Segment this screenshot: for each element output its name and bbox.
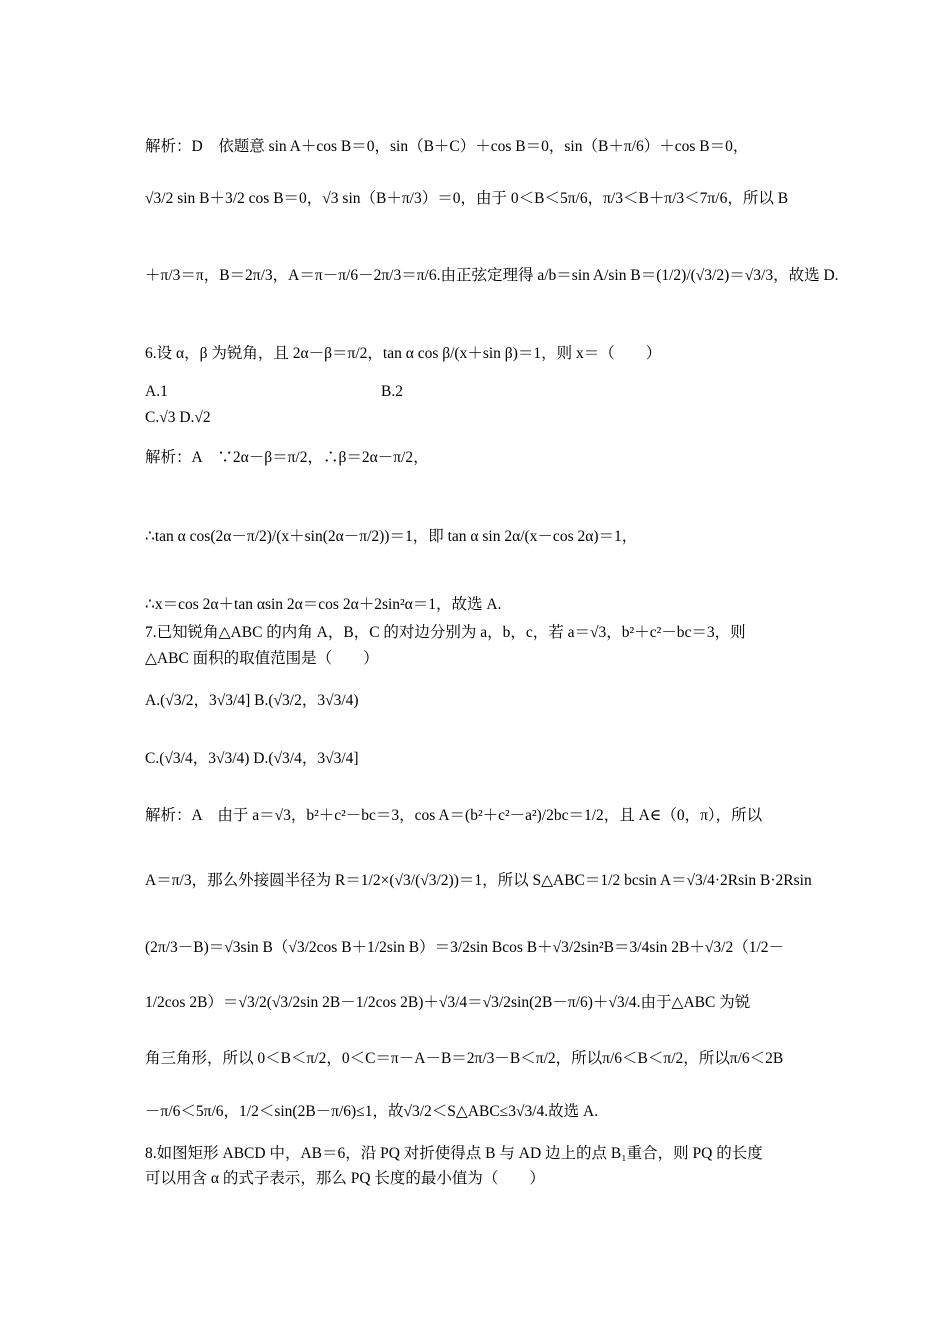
q5-solution-line3: ＋π/3＝π，B＝2π/3，A＝π－π/6－2π/3＝π/6.由正弦定理得 a/b＝sin A/sin B＝(1/2)/(√3/2)＝√3/3，故选 D. [145, 267, 839, 284]
q7-solution-line1: 解析：A 由于 a＝√3，b²＋c²－bc＝3，cos A＝(b²＋c²－a²)/2bc＝1/2，且 A∈（0，π），所以 [145, 807, 763, 824]
q8-stem-line2: 可以用含 α 的式子表示，那么 PQ 长度的最小值为（ ） [145, 1170, 545, 1187]
q7-solution-line3: (2π/3－B)＝√3sin B（√3/2cos B＋1/2sin B）＝3/2sin Bcos B＋√3/2sin²B＝3/4sin 2B＋√3/2（1/2－ [145, 939, 784, 956]
q6-option-b: B.2 [381, 383, 403, 400]
q5-solution-line1: 解析：D 依题意 sin A＋cos B＝0，sin（B＋C）＋cos B＝0，sin（B＋π/6）＋cos B＝0， [145, 138, 749, 155]
q6-solution-line2: ∴tan α cos(2α－π/2)/(x＋sin(2α－π/2))＝1，即 tan α sin 2α/(x－cos 2α)＝1， [145, 528, 638, 545]
q7-solution-line5: 角三角形，所以 0＜B＜π/2，0＜C＝π－A－B＝2π/3－B＜π/2，所以π/6＜B＜π/2，所以π/6＜2B [145, 1050, 784, 1067]
q7-stem-line1: 7.已知锐角△ABC 的内角 A，B，C 的对边分别为 a，b，c，若 a＝√3，b²＋c²－bc＝3，则 [145, 624, 746, 641]
q7-stem-line2: △ABC 面积的取值范围是（ ） [145, 650, 379, 667]
q6-option-cd: C.√3 D.√2 [145, 409, 211, 426]
q7-solution-line4: 1/2cos 2B）＝√3/2(√3/2sin 2B－1/2cos 2B)＋√3/4＝√3/2sin(2B－π/6)＋√3/4.由于△ABC 为锐 [145, 994, 751, 1011]
q6-option-a: A.1 [145, 383, 168, 400]
q8-stem-line1: 8.如图矩形 ABCD 中，AB＝6，沿 PQ 对折使得点 B 与 AD 边上的点 B₁重合，则 PQ 的长度 [145, 1145, 763, 1162]
q7-option-cd: C.(√3/4，3√3/4) D.(√3/4，3√3/4] [145, 750, 359, 767]
q6-solution-line1: 解析：A ∵2α－β＝π/2，∴β＝2α－π/2， [145, 449, 429, 466]
q6-solution-line3: ∴x＝cos 2α＋tan αsin 2α＝cos 2α＋2sin²α＝1，故选 A. [145, 596, 502, 613]
q6-stem: 6.设 α，β 为锐角，且 2α－β＝π/2，tan α cos β/(x＋sin β)＝1，则 x＝（ ） [145, 345, 662, 362]
q7-solution-line6: －π/6＜5π/6，1/2＜sin(2B－π/6)≤1，故√3/2＜S△ABC≤3√3/4.故选 A. [145, 1103, 599, 1120]
q7-solution-line2: A＝π/3，那么外接圆半径为 R＝1/2×(√3/(√3/2))＝1，所以 S△ABC＝1/2 bcsin A＝√3/4·2Rsin B·2Rsin [145, 872, 812, 889]
q7-option-ab: A.(√3/2，3√3/4] B.(√3/2，3√3/4) [145, 692, 359, 709]
q5-solution-line2: √3/2 sin B＋3/2 cos B＝0，√3 sin（B＋π/3）＝0，由于 0＜B＜5π/6，π/3＜B＋π/3＜7π/6，所以 B [145, 190, 789, 207]
